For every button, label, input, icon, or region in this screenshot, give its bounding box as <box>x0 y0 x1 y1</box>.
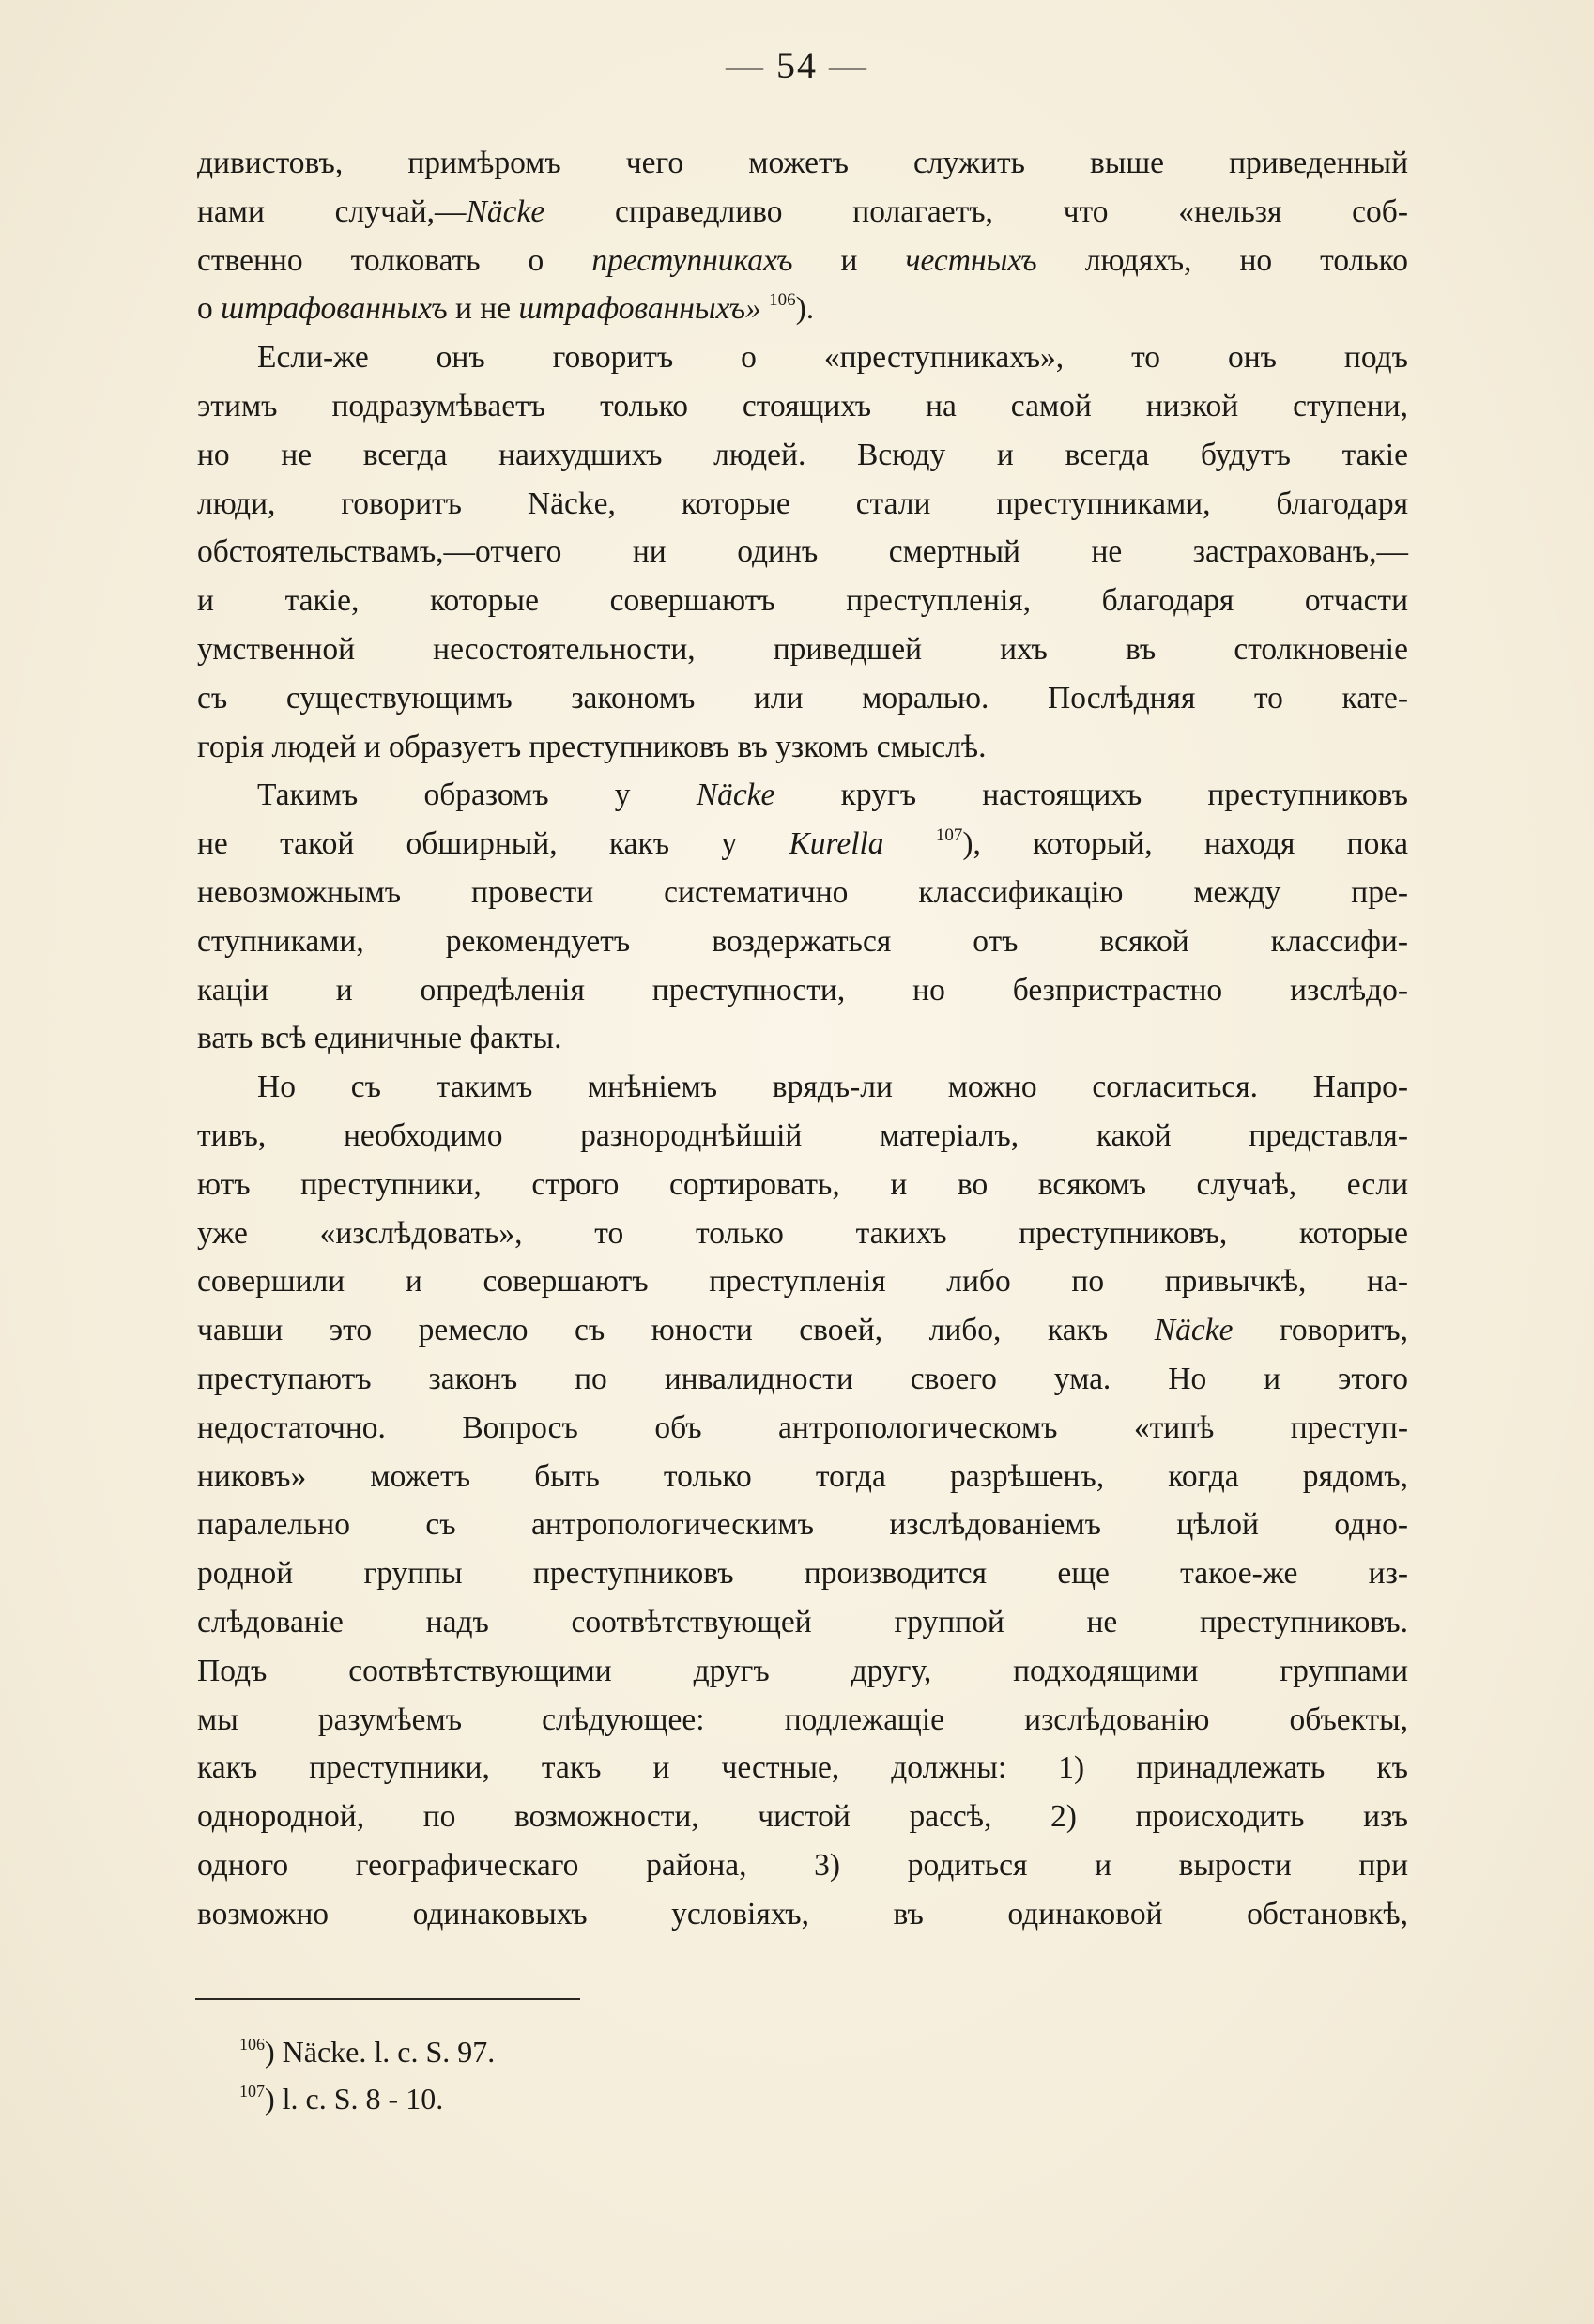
footnote-text: ) l. c. S. 8 - 10. <box>265 2082 444 2116</box>
text-line: горія людей и образуетъ преступниковъ въ узкомъ смыслѣ. <box>197 729 987 764</box>
text-line: тивъ, необходимо разнороднѣйшій матеріалъ, какой представля- <box>197 1117 1408 1153</box>
text-line: ственно толковать о преступникахъ и честныхъ людяхъ, но только <box>197 242 1408 278</box>
footnote-number: 106 <box>239 2035 265 2054</box>
text-line: Если-же онъ говоритъ о «преступникахъ», то онъ подъ <box>257 340 1408 376</box>
page-number: — 54 — <box>726 44 868 86</box>
footnote-item <box>239 2075 495 2122</box>
footnote-item <box>239 2028 495 2075</box>
text-line: нами случай,—Näcke справедливо полагаетъ, что «нельзя соб- <box>197 193 1408 229</box>
text-line: обстоятельствамъ,—отчего ни одинъ смертный не застрахованъ,— <box>197 534 1408 570</box>
text-line: уже «изслѣдовать», то только такихъ преступниковъ, которые <box>197 1215 1408 1251</box>
text-line: вать всѣ единичные факты. <box>197 1021 562 1056</box>
emphasis-text: штрафованныхъ» <box>518 291 761 327</box>
footnote-divider <box>195 1998 580 2000</box>
text-line: какъ преступники, такъ и честные, должны: 1) принадлежать къ <box>197 1750 1408 1786</box>
text-line: невозможнымъ провести систематично классификацію между пре- <box>197 874 1408 910</box>
paragraph-2 <box>197 333 1408 771</box>
footnotes <box>239 2028 495 2122</box>
text-line: люди, говоритъ Näcke, которые стали преступниками, благодаря <box>197 485 1408 521</box>
text-line: недостаточно. Вопросъ объ антропологическомъ «типѣ преступ- <box>197 1409 1408 1445</box>
text-line: но не всегда наихудшихъ людей. Всюду и всегда будутъ такіе <box>197 437 1408 472</box>
author-name: Näcke <box>466 193 545 229</box>
body-text <box>197 139 1408 1938</box>
text-line: возможно одинаковыхъ условіяхъ, въ одинаковой обстановкѣ, <box>197 1896 1408 1932</box>
text-line: одного географическаго района, 3) родиться и вырости при <box>197 1847 1408 1883</box>
text-line: не такой обширный, какъ у Kurella $^{107}$), который, находя пока <box>197 825 1408 862</box>
text-line: слѣдованіе надъ соотвѣтствующей группой не преступниковъ. <box>197 1604 1408 1639</box>
emphasis-text: штрафованныхъ <box>221 291 448 327</box>
text-line: Такимъ образомъ у Näcke кругъ настоящихъ преступниковъ <box>257 777 1408 813</box>
author-name: Näcke <box>1154 1313 1234 1348</box>
emphasis-text: преступникахъ <box>591 242 793 278</box>
text-line: паралельно съ антропологическимъ изслѣдованіемъ цѣлой одно- <box>197 1507 1408 1543</box>
text-line: однородной, по возможности, чистой рассѣ, 2) происходить изъ <box>197 1799 1408 1835</box>
emphasis-text: честныхъ <box>905 242 1037 278</box>
text-line: ютъ преступники, строго сортировать, и во всякомъ случаѣ, если <box>197 1166 1408 1202</box>
footnote-ref[interactable]: 106 <box>769 290 796 311</box>
text-line: каціи и опредѣленія преступности, но безпристрастно изслѣдо- <box>197 972 1408 1008</box>
text-line: никовъ» можетъ быть только тогда разрѣшенъ, когда рядомъ, <box>197 1458 1408 1494</box>
text-line: и такіе, которые совершаютъ преступленія, благодаря отчасти <box>197 583 1408 619</box>
paragraph-1 <box>197 139 1408 333</box>
text-line: совершили и совершаютъ преступленія либо по привычкѣ, на- <box>197 1264 1408 1300</box>
author-name: Kurella <box>789 826 884 862</box>
text-line: этимъ подразумѣваетъ только стоящихъ на самой низкой ступени, <box>197 388 1408 423</box>
author-name: Näcke <box>696 777 775 813</box>
footnote-number: 107 <box>239 2082 265 2101</box>
text-line: ступниками, рекомендуетъ воздержаться отъ всякой классифи- <box>197 923 1408 959</box>
text-line: Но съ такимъ мнѣніемъ врядъ-ли можно согласиться. Напро- <box>257 1070 1408 1105</box>
text-line: преступаютъ законъ по инвалидности своего ума. Но и этого <box>197 1361 1408 1396</box>
text-line: чавши это ремесло съ юности своей, либо, какъ Näcke говоритъ, <box>197 1313 1408 1348</box>
text-line: Подъ соотвѣтствующими другъ другу, подходящими группами <box>197 1653 1408 1688</box>
text-line: дивистовъ, примѣромъ чего можетъ служить выше приведенный <box>197 146 1408 180</box>
footnote-text: ) Näcke. l. c. S. 97. <box>265 2035 496 2069</box>
footnote-ref[interactable]: 107 <box>935 825 963 846</box>
text-line: умственной несостоятельности, приведшей ихъ въ столкновеніе <box>197 631 1408 667</box>
text-line: мы разумѣемъ слѣдующее: подлежащіе изслѣдованію объекты, <box>197 1701 1408 1737</box>
paragraph-4 <box>197 1063 1408 1938</box>
text-line: съ существующимъ закономъ или моралью. Послѣдняя то кате- <box>197 680 1408 716</box>
paragraph-3 <box>197 771 1408 1063</box>
text-line: родной группы преступниковъ производится еще такое-же из- <box>197 1556 1408 1592</box>
text-line: о штрафованныхъ и не штрафованныхъ» $^{106}$). <box>197 290 815 327</box>
